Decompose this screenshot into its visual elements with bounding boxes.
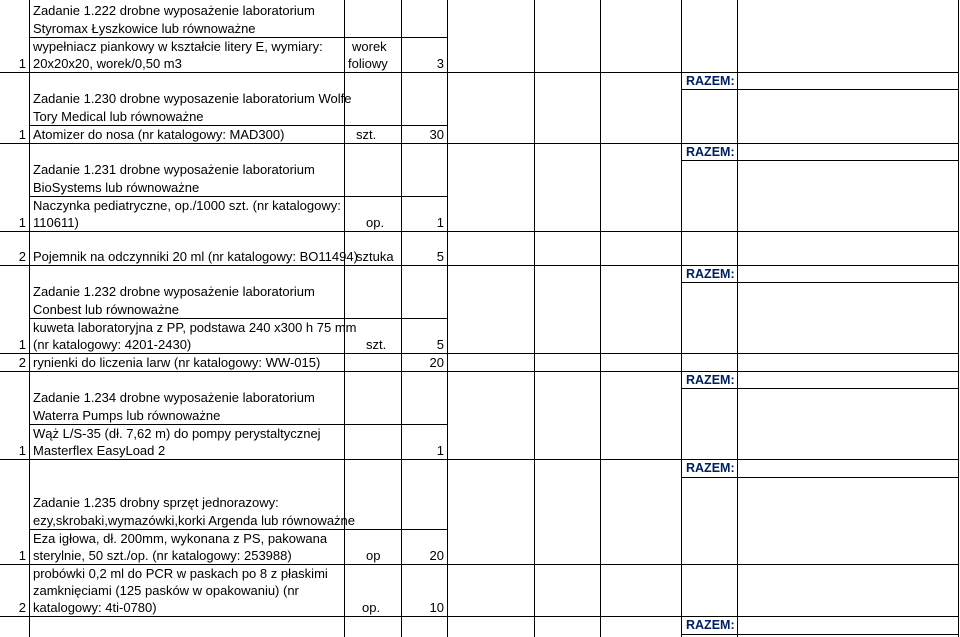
item-name: Masterflex EasyLoad 2 [33,443,166,458]
row-border [0,459,958,460]
column-border [681,0,682,637]
item-name: Wąż L/S-35 (dł. 7,62 m) do pompy perystaltycznej [33,426,321,441]
column-border [737,0,738,637]
razem-label: RAZEM: [686,373,735,387]
row-number: 1 [18,56,26,71]
section-heading-vendor: Conbest lub równoważne [33,302,179,317]
row-border [681,634,958,635]
row-number: 1 [18,443,26,458]
item-quantity: 30 [429,127,444,142]
row-border [0,143,958,144]
column-border [534,0,535,637]
item-quantity: 3 [436,56,444,71]
column-border [958,0,959,637]
item-name: sterylnie, 50 szt./op. (nr katalogowy: 253988) [33,548,292,563]
section-heading: Zadanie 1.232 drobne wyposażenie laboratorium [33,284,315,299]
razem-label: RAZEM: [686,145,735,159]
item-name: 20x20x20, worek/0,50 m3 [33,56,182,71]
item-quantity: 20 [429,548,444,563]
item-quantity: 1 [436,443,444,458]
item-name: 110611) [33,215,79,230]
item-quantity: 1 [436,215,444,230]
item-quantity: 5 [436,337,444,352]
razem-label: RAZEM: [686,267,735,281]
section-heading: Zadanie 1.222 drobne wyposażenie laboratorium [33,3,315,18]
item-name: (nr katalogowy: 4201-2430) [33,337,192,352]
section-heading-vendor: Waterra Pumps lub równoważne [33,408,221,423]
section-heading: Zadanie 1.235 drobny sprzęt jednorazowy: [33,495,279,510]
section-heading: Zadanie 1.234 drobne wyposażenie laboratorium [33,390,315,405]
row-number: 2 [18,355,26,370]
column-border [600,0,601,637]
row-border [0,231,958,232]
item-name: Eza igłowa, dł. 200mm, wykonana z PS, pakowana [33,531,328,546]
section-heading: Zadanie 1.230 drobne wyposazenie laboratorium Wolfe [33,91,352,106]
item-name: Pojemnik na odczynniki 20 ml (nr katalogowy: BO11494) [33,249,358,264]
section-heading-vendor: Styromax Łyszkowice lub równoważne [33,21,256,36]
item-unit: worek [352,39,387,54]
row-number: 1 [18,337,26,352]
item-name: rynienki do liczenia larw (nr katalogowy: WW-015) [33,355,321,370]
row-border [0,72,958,73]
item-unit: szt. [366,337,387,352]
row-number: 1 [18,548,26,563]
section-heading-vendor: BioSystems lub równoważne [33,180,200,195]
row-number: 1 [18,215,26,230]
item-name: probówki 0,2 ml do PCR w paskach po 8 z płaskimi [33,566,328,581]
razem-label: RAZEM: [686,461,735,475]
item-quantity: 5 [436,249,444,264]
row-number: 2 [18,249,26,264]
column-border [447,0,448,637]
item-quantity: 20 [429,355,444,370]
row-border [681,477,958,478]
item-unit: foliowy [348,56,388,71]
row-border [0,265,958,266]
item-name: zamknięciami (125 pasków w opakowaniu) (nr [33,583,299,598]
item-name: Naczynka pediatryczne, op./1000 szt. (nr katalogowy: [33,198,341,213]
row-border [0,616,958,617]
razem-label: RAZEM: [686,74,735,88]
razem-label: RAZEM: [686,618,735,632]
item-unit: op. [362,600,381,615]
item-name: kuweta laboratoryjna z PP, podstawa 240 x300 h 75 mm [33,320,357,335]
item-unit: op [366,548,381,563]
row-number: 1 [18,127,26,142]
row-border [0,371,958,372]
item-unit: sztuka [356,249,394,264]
section-heading-vendor: Tory Medical lub równoważne [33,109,204,124]
item-name: katalogowy: 4ti-0780) [33,600,157,615]
row-number: 2 [18,600,26,615]
item-name: Atomizer do nosa (nr katalogowy: MAD300) [33,127,285,142]
section-heading: Zadanie 1.231 drobne wyposażenie laboratorium [33,162,315,177]
item-quantity: 10 [429,600,444,615]
section-heading-vendor: ezy,skrobaki,wymazówki,korki Argenda lub równoważne [33,513,356,528]
item-unit: szt. [356,127,377,142]
item-name: wypełniacz piankowy w kształcie litery E, wymiary: [33,39,323,54]
item-unit: op. [366,215,385,230]
